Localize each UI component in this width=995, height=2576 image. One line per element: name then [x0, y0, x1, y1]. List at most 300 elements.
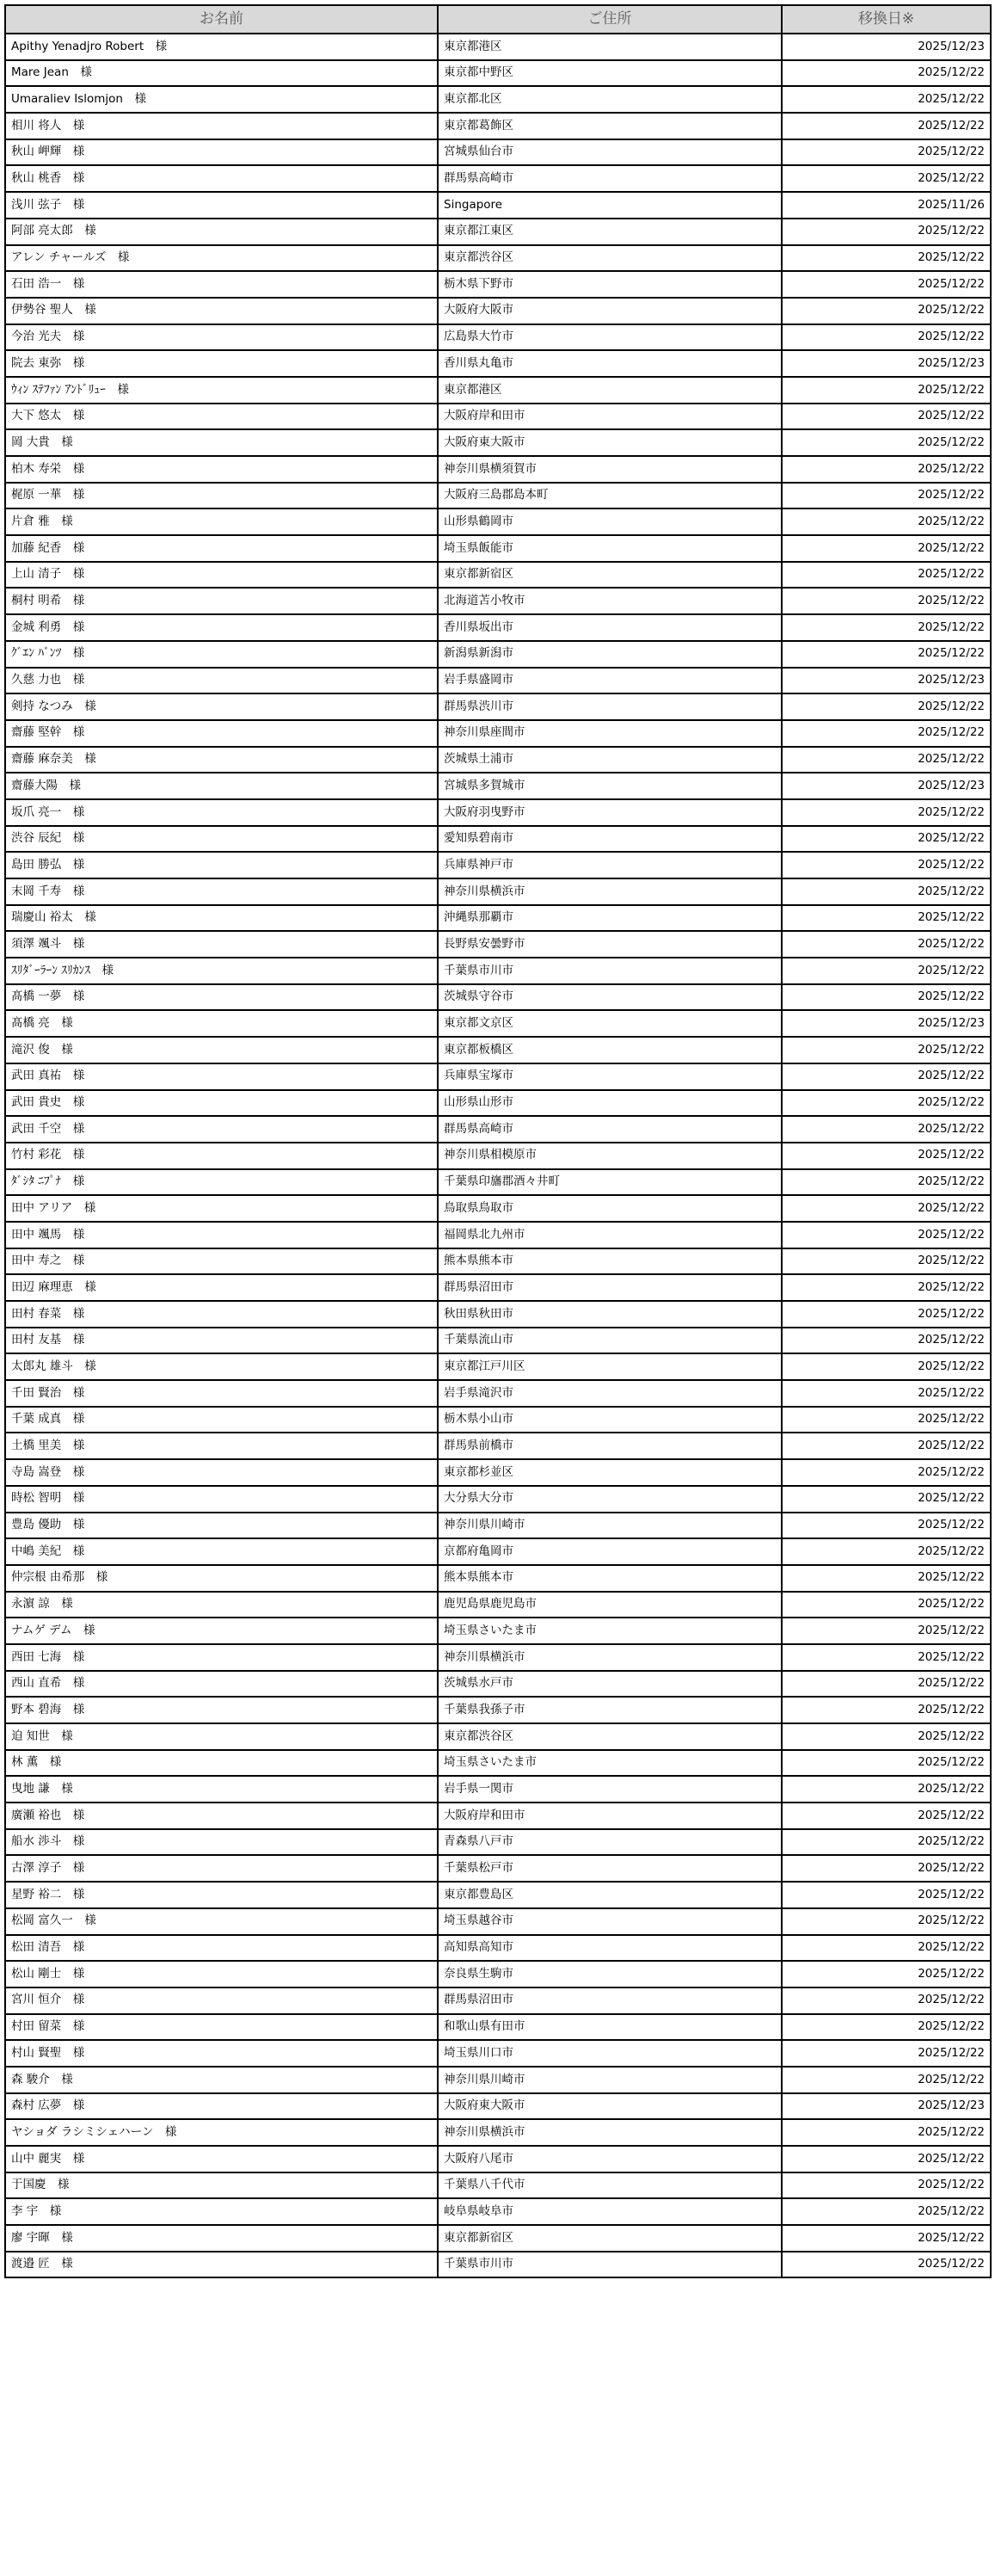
date-cell: 2025/12/22 [782, 1328, 991, 1354]
table-row [5, 773, 991, 799]
date-cell: 2025/12/22 [782, 2040, 991, 2067]
table-row [5, 1961, 991, 1987]
address-cell: 奈良県生駒市 [438, 1961, 782, 1987]
address-cell: 山形県山形市 [438, 1090, 782, 1117]
name-cell: 廣瀬 裕也 様 [5, 1803, 438, 1829]
address-cell: 大阪府岸和田市 [438, 404, 782, 430]
table-row [5, 668, 991, 694]
table-row [5, 1882, 991, 1908]
table-row [5, 984, 991, 1011]
address-cell: 岩手県一関市 [438, 1776, 782, 1803]
address-cell: 群馬県渋川市 [438, 693, 782, 720]
table-row [5, 905, 991, 932]
address-cell: 群馬県高崎市 [438, 1116, 782, 1143]
table-row [5, 404, 991, 430]
address-cell: 大阪府八尾市 [438, 2146, 782, 2172]
address-cell: 東京都江東区 [438, 219, 782, 245]
address-cell: Singapore [438, 192, 782, 219]
date-cell: 2025/12/22 [782, 2225, 991, 2252]
table-row [5, 1222, 991, 1248]
name-cell: 林 薫 様 [5, 1750, 438, 1777]
address-cell: 東京都葛飾区 [438, 113, 782, 139]
table-row [5, 1169, 991, 1196]
name-cell: 田村 友基 様 [5, 1328, 438, 1354]
name-cell: ﾀﾞｼﾀ ﾆﾌﾟﾅ 様 [5, 1169, 438, 1196]
name-cell: 寺島 嵩登 様 [5, 1459, 438, 1486]
date-cell: 2025/12/22 [782, 1116, 991, 1143]
address-cell: 大阪府大阪市 [438, 298, 782, 324]
date-cell: 2025/12/22 [782, 799, 991, 826]
name-cell: 阿部 亮太郎 様 [5, 219, 438, 245]
table-row [5, 2198, 991, 2225]
date-cell: 2025/12/22 [782, 2119, 991, 2146]
date-cell: 2025/11/26 [782, 192, 991, 219]
table-row [5, 588, 991, 614]
date-cell: 2025/12/22 [782, 1987, 991, 2014]
date-cell: 2025/12/22 [782, 1908, 991, 1935]
date-cell: 2025/12/22 [782, 1169, 991, 1196]
name-cell: 渡邉 匠 様 [5, 2252, 438, 2278]
table-row [5, 324, 991, 351]
name-cell: アレン チャールズ 様 [5, 245, 438, 272]
date-cell: 2025/12/22 [782, 1222, 991, 1248]
date-cell: 2025/12/22 [782, 456, 991, 483]
table-row [5, 1908, 991, 1935]
date-cell: 2025/12/22 [782, 219, 991, 245]
name-cell: 古澤 淳子 様 [5, 1855, 438, 1882]
date-cell: 2025/12/22 [782, 1829, 991, 1856]
date-cell: 2025/12/22 [782, 878, 991, 905]
table-row [5, 2146, 991, 2172]
name-cell: 豊島 優助 様 [5, 1513, 438, 1539]
address-cell: 東京都北区 [438, 86, 782, 113]
date-cell: 2025/12/22 [782, 1882, 991, 1908]
date-cell: 2025/12/22 [782, 2198, 991, 2225]
name-cell: 秋山 岬輝 様 [5, 139, 438, 166]
address-cell: 愛知県碧南市 [438, 826, 782, 853]
table-row [5, 1855, 991, 1882]
date-cell: 2025/12/22 [782, 852, 991, 878]
address-cell: 大分県大分市 [438, 1486, 782, 1513]
name-cell: ヤショダ ラシミシェハーン 様 [5, 2119, 438, 2146]
name-cell: 于国慶 様 [5, 2172, 438, 2199]
date-cell: 2025/12/22 [782, 614, 991, 641]
table-row [5, 1143, 991, 1169]
date-cell: 2025/12/23 [782, 1010, 991, 1037]
address-cell: 埼玉県飯能市 [438, 535, 782, 562]
address-cell: 宮城県仙台市 [438, 139, 782, 166]
date-cell: 2025/12/22 [782, 2146, 991, 2172]
address-cell: 沖縄県那覇市 [438, 905, 782, 932]
address-cell: 岩手県滝沢市 [438, 1380, 782, 1407]
table-row [5, 1459, 991, 1486]
date-cell: 2025/12/22 [782, 1353, 991, 1380]
address-cell: 鹿児島県鹿児島市 [438, 1592, 782, 1618]
table-row [5, 1538, 991, 1565]
address-cell: 茨城県土浦市 [438, 747, 782, 773]
address-cell: 群馬県沼田市 [438, 1987, 782, 2014]
address-cell: 岐阜県岐阜市 [438, 2198, 782, 2225]
address-cell: 栃木県小山市 [438, 1407, 782, 1433]
address-cell: 兵庫県神戸市 [438, 852, 782, 878]
table-row [5, 852, 991, 878]
address-cell: 埼玉県さいたま市 [438, 1618, 782, 1644]
date-cell: 2025/12/22 [782, 1301, 991, 1328]
date-cell: 2025/12/22 [782, 271, 991, 298]
name-cell: 田中 颯馬 様 [5, 1222, 438, 1248]
table-row [5, 1195, 991, 1222]
date-cell: 2025/12/23 [782, 773, 991, 799]
date-cell: 2025/12/22 [782, 1618, 991, 1644]
date-cell: 2025/12/22 [782, 86, 991, 113]
table-row [5, 34, 991, 60]
address-cell: 鳥取県鳥取市 [438, 1195, 782, 1222]
column-header-address: ご住所 [438, 5, 782, 34]
address-cell: 大阪府岸和田市 [438, 1803, 782, 1829]
date-cell: 2025/12/22 [782, 1433, 991, 1459]
address-cell: 神奈川県川崎市 [438, 1513, 782, 1539]
table-row [5, 165, 991, 192]
date-cell: 2025/12/23 [782, 350, 991, 377]
table-row [5, 641, 991, 668]
address-cell: 北海道苫小牧市 [438, 588, 782, 614]
name-cell: 浅川 弦子 様 [5, 192, 438, 219]
address-cell: 宮城県多賀城市 [438, 773, 782, 799]
address-cell: 東京都渋谷区 [438, 245, 782, 272]
address-cell: 千葉県松戸市 [438, 1855, 782, 1882]
table-row [5, 1090, 991, 1117]
date-cell: 2025/12/22 [782, 429, 991, 456]
address-cell: 岩手県盛岡市 [438, 668, 782, 694]
address-cell: 高知県高知市 [438, 1935, 782, 1962]
address-cell: 東京都豊島区 [438, 1882, 782, 1908]
date-cell: 2025/12/22 [782, 1565, 991, 1592]
table-row [5, 1063, 991, 1090]
date-cell: 2025/12/22 [782, 720, 991, 747]
name-cell: 竹村 彩花 様 [5, 1143, 438, 1169]
name-cell: 武田 千空 様 [5, 1116, 438, 1143]
name-cell: 土橋 里美 様 [5, 1433, 438, 1459]
name-cell: 桐村 明希 様 [5, 588, 438, 614]
address-cell: 埼玉県さいたま市 [438, 1750, 782, 1777]
table-row [5, 1565, 991, 1592]
address-cell: 和歌山県有田市 [438, 2014, 782, 2041]
name-cell: 末岡 千寿 様 [5, 878, 438, 905]
name-cell: 瑞慶山 裕太 様 [5, 905, 438, 932]
table-row [5, 1644, 991, 1671]
date-cell: 2025/12/22 [782, 1671, 991, 1698]
table-row [5, 1353, 991, 1380]
table-row [5, 350, 991, 377]
name-cell: 梶原 一華 様 [5, 483, 438, 509]
name-cell: 今治 光夫 様 [5, 324, 438, 351]
table-row [5, 799, 991, 826]
address-cell: 千葉県我孫子市 [438, 1697, 782, 1723]
name-cell: 金城 利勇 様 [5, 614, 438, 641]
name-cell: 松山 剛士 様 [5, 1961, 438, 1987]
table-row [5, 192, 991, 219]
date-cell: 2025/12/22 [782, 1459, 991, 1486]
name-cell: 宮川 恒介 様 [5, 1987, 438, 2014]
column-header-name: お名前 [5, 5, 438, 34]
table-row [5, 1301, 991, 1328]
date-cell: 2025/12/22 [782, 2172, 991, 2199]
name-cell: 西田 七海 様 [5, 1644, 438, 1671]
address-cell: 新潟県新潟市 [438, 641, 782, 668]
date-cell: 2025/12/22 [782, 1407, 991, 1433]
name-cell: 須澤 颯斗 様 [5, 931, 438, 958]
table-row [5, 219, 991, 245]
name-cell: 永濵 諒 様 [5, 1592, 438, 1618]
name-cell: 田村 春菜 様 [5, 1301, 438, 1328]
table-row [5, 113, 991, 139]
address-cell: 茨城県水戸市 [438, 1671, 782, 1698]
table-row [5, 483, 991, 509]
name-cell: 迫 知世 様 [5, 1723, 438, 1750]
name-cell: 田中 寿之 様 [5, 1248, 438, 1275]
table-row [5, 377, 991, 404]
header-row [5, 5, 991, 34]
address-cell: 長野県安曇野市 [438, 931, 782, 958]
date-cell: 2025/12/22 [782, 588, 991, 614]
date-cell: 2025/12/22 [782, 1195, 991, 1222]
name-cell: 中嶋 美紀 様 [5, 1538, 438, 1565]
address-cell: 千葉県八千代市 [438, 2172, 782, 2199]
date-cell: 2025/12/22 [782, 1143, 991, 1169]
table-row [5, 1592, 991, 1618]
name-cell: 相川 将人 様 [5, 113, 438, 139]
date-cell: 2025/12/22 [782, 1723, 991, 1750]
address-cell: 東京都文京区 [438, 1010, 782, 1037]
address-cell: 広島県大竹市 [438, 324, 782, 351]
address-cell: 千葉県市川市 [438, 958, 782, 984]
table-row [5, 826, 991, 853]
date-cell: 2025/12/22 [782, 483, 991, 509]
name-cell: 田中 アリア 様 [5, 1195, 438, 1222]
name-cell: 齋藤 麻奈美 様 [5, 747, 438, 773]
address-cell: 大阪府三島郡島本町 [438, 483, 782, 509]
address-cell: 群馬県沼田市 [438, 1274, 782, 1301]
date-cell: 2025/12/22 [782, 1592, 991, 1618]
table-row [5, 878, 991, 905]
table-row [5, 1671, 991, 1698]
date-cell: 2025/12/22 [782, 139, 991, 166]
address-cell: 神奈川県座間市 [438, 720, 782, 747]
table-row [5, 931, 991, 958]
address-cell: 千葉県市川市 [438, 2252, 782, 2278]
table-row [5, 535, 991, 562]
address-cell: 神奈川県横須賀市 [438, 456, 782, 483]
address-cell: 埼玉県越谷市 [438, 1908, 782, 1935]
date-cell: 2025/12/22 [782, 1644, 991, 1671]
table-row [5, 139, 991, 166]
address-cell: 神奈川県横浜市 [438, 2119, 782, 2146]
date-cell: 2025/12/22 [782, 1803, 991, 1829]
table-row [5, 1248, 991, 1275]
address-cell: 群馬県前橋市 [438, 1433, 782, 1459]
date-cell: 2025/12/22 [782, 1697, 991, 1723]
address-cell: 神奈川県横浜市 [438, 1644, 782, 1671]
name-cell: 院去 東弥 様 [5, 350, 438, 377]
table-row [5, 2172, 991, 2199]
table-row [5, 1697, 991, 1723]
date-cell: 2025/12/22 [782, 113, 991, 139]
table-row [5, 271, 991, 298]
address-cell: 東京都新宿区 [438, 562, 782, 589]
name-cell: 武田 真祐 様 [5, 1063, 438, 1090]
address-cell: 福岡県北九州市 [438, 1222, 782, 1248]
date-cell: 2025/12/22 [782, 562, 991, 589]
name-cell: 村山 賢聖 様 [5, 2040, 438, 2067]
date-cell: 2025/12/22 [782, 958, 991, 984]
address-cell: 香川県丸亀市 [438, 350, 782, 377]
date-cell: 2025/12/22 [782, 377, 991, 404]
date-cell: 2025/12/22 [782, 2252, 991, 2278]
name-cell: 太郎丸 雄斗 様 [5, 1353, 438, 1380]
name-cell: 柏木 寿栄 様 [5, 456, 438, 483]
name-cell: 剣持 なつみ 様 [5, 693, 438, 720]
name-cell: 松田 清吾 様 [5, 1935, 438, 1962]
name-cell: 千田 賢治 様 [5, 1380, 438, 1407]
date-cell: 2025/12/22 [782, 1855, 991, 1882]
name-cell: 加藤 紀香 様 [5, 535, 438, 562]
address-cell: 東京都杉並区 [438, 1459, 782, 1486]
name-cell: 武田 貴史 様 [5, 1090, 438, 1117]
address-cell: 東京都新宿区 [438, 2225, 782, 2252]
address-cell: 東京都江戸川区 [438, 1353, 782, 1380]
date-cell: 2025/12/22 [782, 1486, 991, 1513]
address-cell: 東京都港区 [438, 377, 782, 404]
table-row [5, 562, 991, 589]
address-cell: 大阪府東大阪市 [438, 429, 782, 456]
date-cell: 2025/12/22 [782, 1538, 991, 1565]
date-cell: 2025/12/22 [782, 1750, 991, 1777]
address-cell: 青森県八戸市 [438, 1829, 782, 1856]
table-row [5, 2040, 991, 2067]
table-row [5, 747, 991, 773]
table-row [5, 1407, 991, 1433]
table-row [5, 429, 991, 456]
date-cell: 2025/12/22 [782, 1935, 991, 1962]
address-cell: 熊本県熊本市 [438, 1565, 782, 1592]
date-cell: 2025/12/22 [782, 905, 991, 932]
date-cell: 2025/12/23 [782, 668, 991, 694]
table-row [5, 2119, 991, 2146]
name-cell: 髙橋 一夢 様 [5, 984, 438, 1011]
table-row [5, 2093, 991, 2120]
date-cell: 2025/12/22 [782, 508, 991, 535]
table-row [5, 1618, 991, 1644]
date-cell: 2025/12/22 [782, 747, 991, 773]
name-cell: 上山 清子 様 [5, 562, 438, 589]
date-cell: 2025/12/22 [782, 2067, 991, 2093]
date-cell: 2025/12/22 [782, 1037, 991, 1063]
name-cell: ナムゲ デム 様 [5, 1618, 438, 1644]
table-row [5, 693, 991, 720]
address-cell: 東京都中野区 [438, 60, 782, 87]
address-cell: 千葉県流山市 [438, 1328, 782, 1354]
address-cell: 香川県坂出市 [438, 614, 782, 641]
name-cell: Apithy Yenadjro Robert 様 [5, 34, 438, 60]
table-row [5, 1829, 991, 1856]
table-row [5, 2252, 991, 2278]
name-cell: 坂爪 亮一 様 [5, 799, 438, 826]
name-cell: 曳地 謙 様 [5, 1776, 438, 1803]
table-row [5, 1723, 991, 1750]
table-row [5, 1037, 991, 1063]
name-cell: ｽﾘﾀﾞｰﾗｰﾝ ｽﾘｶﾝｽ 様 [5, 958, 438, 984]
address-cell: 秋田県秋田市 [438, 1301, 782, 1328]
table-row [5, 1750, 991, 1777]
name-cell: 大下 悠太 様 [5, 404, 438, 430]
name-cell: 廖 宇暉 様 [5, 2225, 438, 2252]
date-cell: 2025/12/22 [782, 693, 991, 720]
name-cell: 村田 留菜 様 [5, 2014, 438, 2041]
table-body [5, 34, 991, 2277]
name-cell: 星野 裕二 様 [5, 1882, 438, 1908]
name-cell: 髙橋 亮 様 [5, 1010, 438, 1037]
table-row [5, 508, 991, 535]
table-row [5, 1935, 991, 1962]
table-row [5, 2067, 991, 2093]
name-cell: Umaraliev Islomjon 様 [5, 86, 438, 113]
name-cell: 西山 直希 様 [5, 1671, 438, 1698]
date-cell: 2025/12/22 [782, 245, 991, 272]
date-cell: 2025/12/22 [782, 931, 991, 958]
date-cell: 2025/12/22 [782, 1090, 991, 1117]
table-row [5, 1274, 991, 1301]
name-cell: 船水 渉斗 様 [5, 1829, 438, 1856]
table-row [5, 86, 991, 113]
table-row [5, 1513, 991, 1539]
table-row [5, 1010, 991, 1037]
address-cell: 兵庫県宝塚市 [438, 1063, 782, 1090]
name-cell: 齋藤大陽 様 [5, 773, 438, 799]
name-cell: 齋藤 堅幹 様 [5, 720, 438, 747]
date-cell: 2025/12/22 [782, 1776, 991, 1803]
address-cell: 群馬県高崎市 [438, 165, 782, 192]
date-cell: 2025/12/22 [782, 1380, 991, 1407]
table-row [5, 958, 991, 984]
date-cell: 2025/12/22 [782, 1961, 991, 1987]
name-cell: 仲宗根 由希那 様 [5, 1565, 438, 1592]
table-row [5, 1776, 991, 1803]
name-cell: 千葉 成真 様 [5, 1407, 438, 1433]
table-row [5, 60, 991, 87]
date-cell: 2025/12/22 [782, 984, 991, 1011]
name-cell: ｳｨﾝ ｽﾃﾌｧﾝ ｱﾝﾄﾞﾘｭｰ 様 [5, 377, 438, 404]
address-cell: 栃木県下野市 [438, 271, 782, 298]
table-row [5, 1116, 991, 1143]
table-row [5, 1328, 991, 1354]
name-cell: 松岡 富久一 様 [5, 1908, 438, 1935]
name-cell: 野本 碧海 様 [5, 1697, 438, 1723]
table-row [5, 2014, 991, 2041]
address-cell: 京都府亀岡市 [438, 1538, 782, 1565]
address-cell: 埼玉県川口市 [438, 2040, 782, 2067]
address-cell: 神奈川県相模原市 [438, 1143, 782, 1169]
name-cell: Mare Jean 様 [5, 60, 438, 87]
table-row [5, 1380, 991, 1407]
address-cell: 熊本県熊本市 [438, 1248, 782, 1275]
table-row [5, 1803, 991, 1829]
date-cell: 2025/12/23 [782, 2093, 991, 2120]
date-cell: 2025/12/22 [782, 1274, 991, 1301]
table-row [5, 245, 991, 272]
name-cell: 李 宇 様 [5, 2198, 438, 2225]
address-cell: 大阪府東大阪市 [438, 2093, 782, 2120]
date-cell: 2025/12/22 [782, 404, 991, 430]
